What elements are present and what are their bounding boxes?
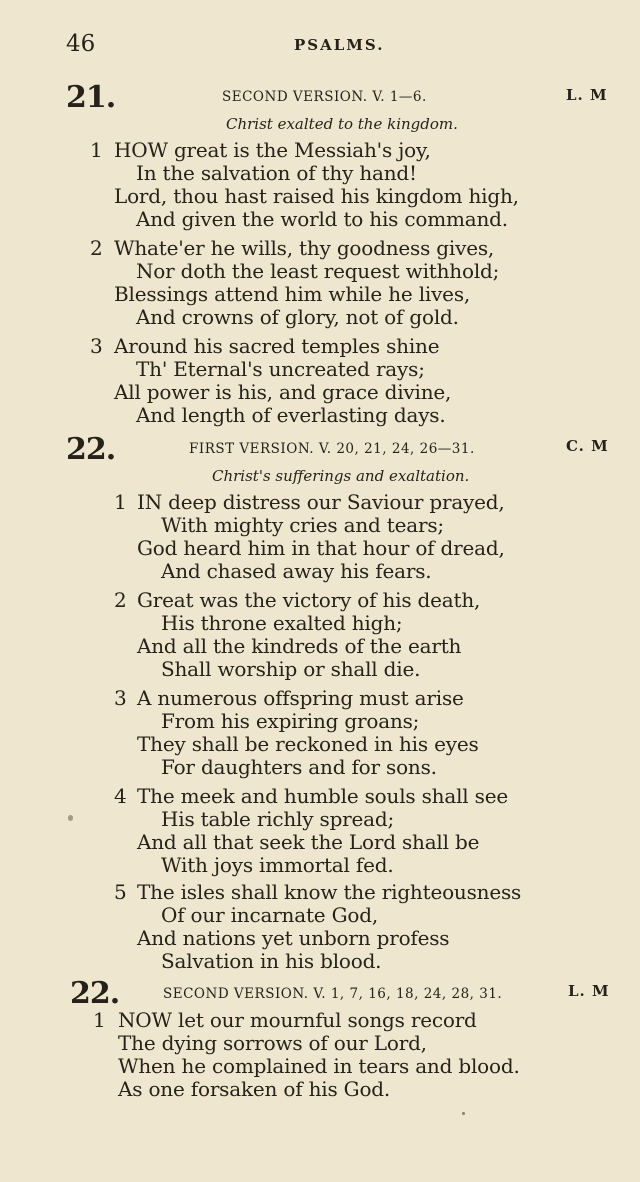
verse-line: And chased away his fears. <box>161 559 432 583</box>
verse-line: Blessings attend him while he lives, <box>114 282 471 306</box>
verse-line: Salvation in his blood. <box>161 949 382 973</box>
verse-line: And length of everlasting days. <box>136 403 446 427</box>
verse-line: The meek and humble souls shall see <box>137 784 508 808</box>
verse-line: From his expiring groans; <box>161 709 420 733</box>
verse-number: 4 <box>114 784 127 808</box>
verse-line: Around his sacred temples shine <box>114 334 440 358</box>
version-heading: FIRST VERSION. V. 20, 21, 24, 26—31. <box>189 441 475 457</box>
verse-line: With mighty cries and tears; <box>161 513 444 537</box>
verse-line: HOW great is the Messiah's joy, <box>114 138 431 162</box>
verse-line: All power is his, and grace divine, <box>114 380 452 404</box>
verse-line: The isles shall know the righteousness <box>137 880 522 904</box>
verse-number: 5 <box>114 880 127 904</box>
running-head: PSALMS. <box>294 36 385 54</box>
verse-number: 3 <box>90 334 103 358</box>
verse-line: And all that seek the Lord shall be <box>137 830 480 854</box>
meter-label: L. M <box>568 982 610 1000</box>
verse-line: NOW let our mournful songs record <box>118 1008 477 1032</box>
verse-line: And nations yet unborn profess <box>137 926 450 950</box>
meter-label: C. M <box>566 437 609 455</box>
verse-line: They shall be reckoned in his eyes <box>137 732 479 756</box>
verse-line: Th' Eternal's uncreated rays; <box>136 357 425 381</box>
verse-line: God heard him in that hour of dread, <box>137 536 505 560</box>
verse-number: 2 <box>90 236 103 260</box>
verse-line: Of our incarnate God, <box>161 903 378 927</box>
verse-line: Lord, thou hast raised his kingdom high, <box>114 184 519 208</box>
paper-speck <box>68 815 73 821</box>
verse-line: IN deep distress our Saviour prayed, <box>137 490 505 514</box>
verse-number: 2 <box>114 588 127 612</box>
verse-line: And crowns of glory, not of gold. <box>136 305 459 329</box>
verse-line: Great was the victory of his death, <box>137 588 481 612</box>
psalm-number: 22. <box>66 432 116 467</box>
verse-line: A numerous offspring must arise <box>137 686 464 710</box>
verse-line: When he complained in tears and blood. <box>118 1054 520 1078</box>
psalm-subtitle: Christ exalted to the kingdom. <box>226 115 458 133</box>
verse-line: His table richly spread; <box>161 807 395 831</box>
paper-speck <box>462 1112 465 1115</box>
verse-number: 1 <box>90 138 103 162</box>
verse-number: 3 <box>114 686 127 710</box>
verse-line: Whate'er he wills, thy goodness gives, <box>114 236 495 260</box>
verse-line: As one forsaken of his God. <box>118 1077 391 1101</box>
verse-line: Nor doth the least request withhold; <box>136 259 500 283</box>
verse-line: In the salvation of thy hand! <box>136 161 417 185</box>
verse-line: And all the kindreds of the earth <box>137 634 462 658</box>
psalm-number: 22. <box>70 976 120 1011</box>
psalm-subtitle: Christ's sufferings and exaltation. <box>212 467 470 485</box>
verse-line: His throne exalted high; <box>161 611 403 635</box>
version-heading: SECOND VERSION. V. 1, 7, 16, 18, 24, 28, 31. <box>163 986 503 1002</box>
version-heading: SECOND VERSION. V. 1—6. <box>222 89 427 105</box>
verse-line: Shall worship or shall die. <box>161 657 421 681</box>
verse-number: 1 <box>93 1008 106 1032</box>
meter-label: L. M <box>566 86 608 104</box>
verse-line: For daughters and for sons. <box>161 755 437 779</box>
verse-line: With joys immortal fed. <box>161 853 394 877</box>
verse-line: The dying sorrows of our Lord, <box>118 1031 427 1055</box>
page-number: 46 <box>66 31 96 57</box>
verse-line: And given the world to his command. <box>136 207 508 231</box>
verse-number: 1 <box>114 490 127 514</box>
psalm-number: 21. <box>66 80 116 115</box>
